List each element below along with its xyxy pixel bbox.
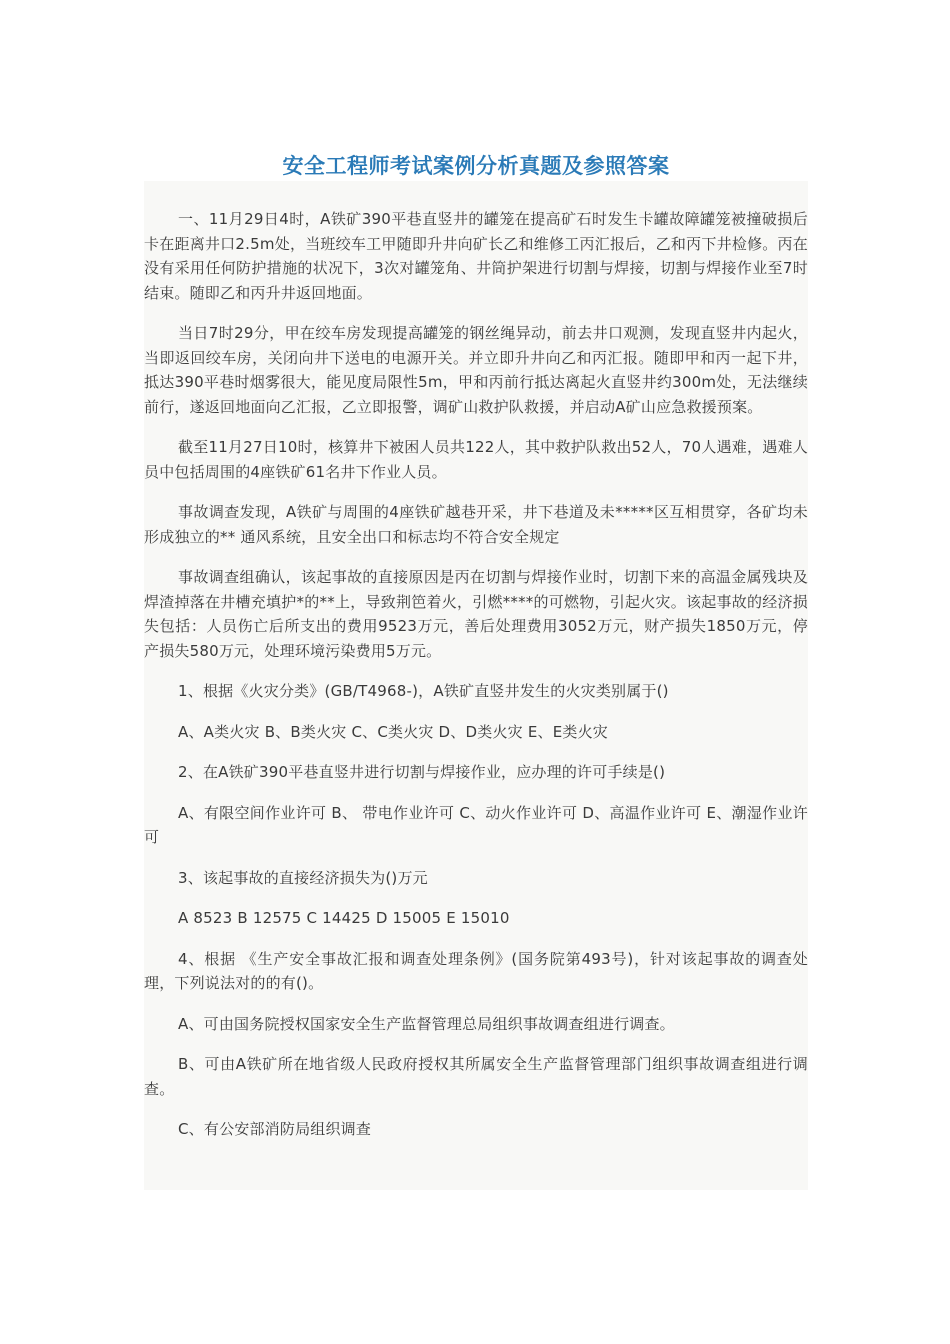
document-body	[144, 181, 808, 1190]
question-4: 4、根据 《生产安全事故汇报和调查处理条例》(国务院第493号)，针对该起事故的调查处理，下列说法对的的有()。	[144, 949, 808, 992]
paragraph-fire-discovery: 当日7时29分，甲在绞车房发现提高罐笼的钢丝绳异动，前去井口观测，发现直竖井内起火，当即返回绞车房，关闭向井下送电的电源开关。并立即升井向乙和丙汇报。随即甲和丙一起下井，抵达390平巷时烟雾很大，能见度局限性5m，甲和丙前行抵达离起火直竖井约300m处，无法继续前行，遂返回地面向乙汇报，乙立即报警，调矿山救护队救援，并启动A矿山应急救援预案。	[144, 324, 808, 416]
paragraph-incident: 一、11月29日4时，A铁矿390平巷直竖井的罐笼在提高矿石时发生卡罐故障罐笼被撞破损后卡在距离井口2.5m处，当班绞车工甲随即升井向矿长乙和维修工丙汇报后，乙和丙下井检修。丙在没有采用任何防护措施的状况下，3次对罐笼角、井筒护架进行切割与焊接，切割与焊接作业至7时结束。随即乙和丙升井返回地面。	[144, 210, 808, 302]
paragraph-casualties: 截至11月27日10时，核算井下被困人员共122人，其中救护队救出52人，70人遇难，遇难人员中包括周围的4座铁矿61名井下作业人员。	[144, 438, 808, 481]
question-1: 1、根据《火灾分类》(GB/T4968-)，A铁矿直竖井发生的火灾类别属于()	[178, 682, 669, 700]
paragraph-cause-and-loss: 事故调查组确认，该起事故的直接原因是丙在切割与焊接作业时，切割下来的高温金属残块及焊渣掉落在井槽充填护*的**上，导致荆笆着火，引燃****的可燃物，引起火灾。该起事故的经济损失包括：人员伤亡后所支出的费用9523万元，善后处理费用3052万元，财产损失1850万元，停产损失580万元，处理环境污染费用5万元。	[144, 568, 808, 660]
question-1-options: A、A类火灾 B、B类火灾 C、C类火灾 D、D类火灾 E、E类火灾	[178, 722, 608, 741]
question-4-option-a: A、可由国务院授权国家安全生产监督管理总局组织事故调查组进行调查。	[178, 1014, 675, 1033]
question-2: 2、在A铁矿390平巷直竖井进行切割与焊接作业，应办理的许可手续是()	[178, 763, 666, 781]
question-4-option-c: C、有公安部消防局组织调查	[178, 1120, 372, 1138]
page-title: 安全工程师考试案例分析真题及参照答案	[282, 154, 670, 178]
paragraph-investigation: 事故调查发现，A铁矿与周围的4座铁矿越巷开采，井下巷道及未*****区互相贯穿，各矿均未形成独立的** 通风系统，且安全出口和标志均不符合安全规定	[144, 503, 808, 546]
question-4-option-b: B、可由A铁矿所在地省级人民政府授权其所属安全生产监督管理部门组织事故调查组进行调查。	[144, 1055, 808, 1098]
question-3: 3、该起事故的直接经济损失为()万元	[178, 868, 428, 887]
question-2-options: A、有限空间作业许可 B、 带电作业许可 C、动火作业许可 D、高温作业许可 E、潮湿作业许可	[144, 803, 808, 846]
question-3-options: A 8523 B 12575 C 14425 D 15005 E 15010	[178, 909, 510, 927]
